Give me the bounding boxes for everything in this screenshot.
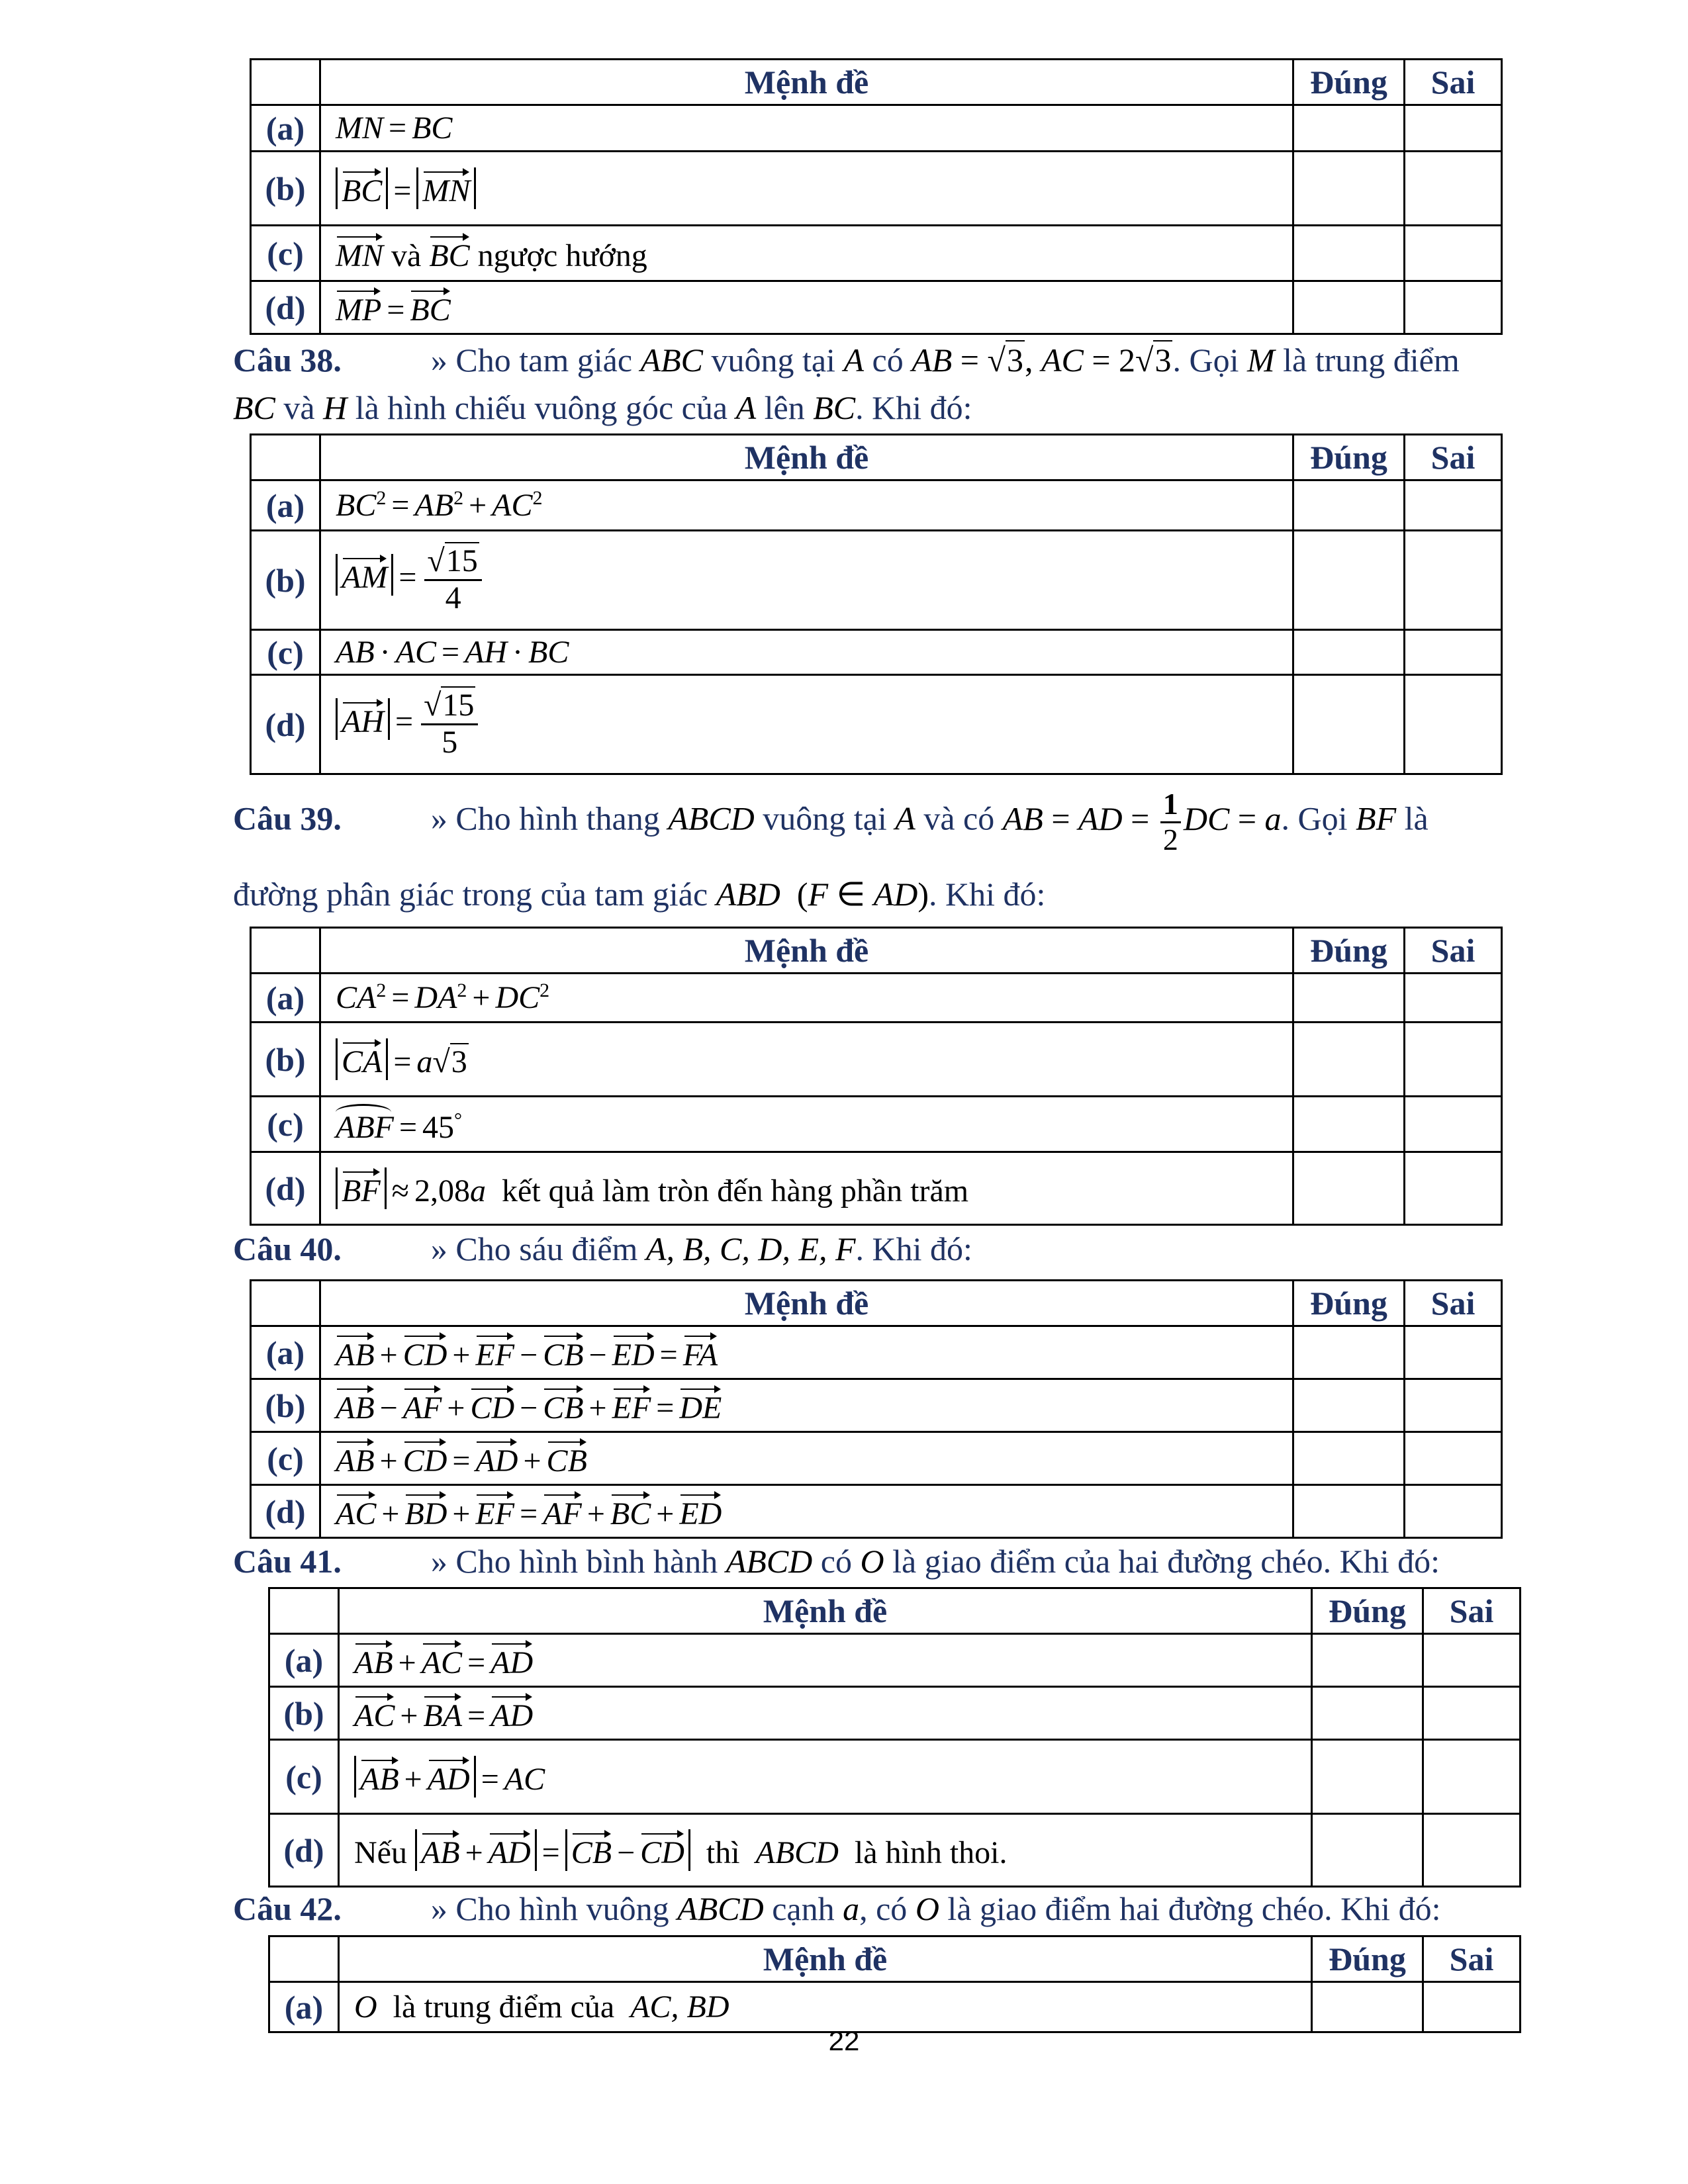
cell-true[interactable] [1293,1023,1405,1097]
text: là giao điểm hai đường chéo. Khi đó: [947,1890,1441,1927]
statement-39a: $CA^2 = DA^2 + DC^2$ [320,974,1293,1023]
text: » Cho hình bình hành [430,1543,718,1580]
row-label: (b) [251,152,320,226]
cell-false[interactable] [1405,1097,1502,1152]
cell-false[interactable] [1423,1687,1521,1740]
cell-false[interactable] [1423,1634,1521,1687]
text: và [391,238,422,273]
statement-39b: CA = a√3 [320,1023,1293,1097]
header-menh-de: Mệnh đề [320,1281,1293,1326]
text: là hình thoi. [854,1835,1008,1870]
row-label: (a) [269,1634,339,1687]
statement-39c: ABF = 45° [320,1097,1293,1152]
text: , có [859,1890,908,1927]
header-dung: Đúng [1293,60,1405,105]
question-42-line1: Câu 42. » Cho hình vuông ABCD cạnh a, có O là giao điểm hai đường chéo. Khi đó: [233,1890,1441,1927]
text: thì [706,1835,740,1870]
statement-37a: MN = BC [320,105,1293,152]
statement-41a: AB + AC = AD [339,1634,1312,1687]
row-label: (d) [251,281,320,334]
cell-false[interactable] [1405,1326,1502,1379]
cell-false[interactable] [1405,1152,1502,1225]
row-label: (c) [251,1097,320,1152]
cell-false[interactable] [1405,974,1502,1023]
header-sai: Sai [1423,1588,1521,1634]
cell-true[interactable] [1293,480,1405,531]
row-label: (b) [251,1379,320,1432]
header-sai: Sai [1405,1281,1502,1326]
header-dung: Đúng [1293,1281,1405,1326]
cell-true[interactable] [1293,630,1405,675]
cell-false[interactable] [1405,281,1502,334]
cell-false[interactable] [1423,1740,1521,1814]
statement-37b: BC = MN [320,152,1293,226]
row-label: (d) [251,1485,320,1538]
table-q37 [250,58,1503,335]
question-39-line2: đường phân giác trong của tam giác ABD (F ∈ AD). Khi đó: [233,876,1046,913]
statement-37c: MN và BC ngược hướng [320,226,1293,281]
header-menh-de: Mệnh đề [320,60,1293,105]
header-empty [251,1281,320,1326]
cell-false[interactable] [1405,1379,1502,1432]
cell-true[interactable] [1293,1152,1405,1225]
table-q38 [250,433,1503,775]
text: ngược hướng [477,238,647,273]
cell-false[interactable] [1405,226,1502,281]
header-menh-de: Mệnh đề [339,1588,1312,1634]
text: . Khi đó: [928,876,1046,913]
text: và có [923,799,995,837]
cell-true[interactable] [1293,974,1405,1023]
row-label: (a) [251,1326,320,1379]
text: cạnh [772,1890,835,1927]
cell-true[interactable] [1293,1485,1405,1538]
text: . Khi đó: [855,1230,972,1267]
header-menh-de: Mệnh đề [339,1936,1312,1982]
statement-41d: Nếu AB + AD = CB − CD thì ABCD là hình thoi. [339,1814,1312,1887]
text: kết quả làm tròn đến hàng phần trăm [501,1173,969,1208]
cell-true[interactable] [1312,1634,1423,1687]
cell-false[interactable] [1405,675,1502,774]
header-dung: Đúng [1312,1936,1423,1982]
question-number: Câu 38. [233,341,342,379]
statement-40c: AB + CD = AD + CB [320,1432,1293,1485]
page-number: 22 [828,2025,860,2056]
row-label: (d) [251,1152,320,1225]
cell-false[interactable] [1423,1814,1521,1887]
statement-40a: AB + CD + EF − CB − ED = FA [320,1326,1293,1379]
cell-true[interactable] [1293,105,1405,152]
cell-true[interactable] [1293,1097,1405,1152]
question-40-line1: Câu 40. » Cho sáu điểm A, B, C, D, E, F. Khi đó: [233,1230,972,1267]
cell-true[interactable] [1293,1326,1405,1379]
text: » Cho hình vuông [430,1890,669,1927]
header-menh-de [251,60,320,105]
statement-40d: AC + BD + EF = AF + BC + ED [320,1485,1293,1538]
header-empty [251,435,320,480]
header-sai: Sai [1405,928,1502,974]
cell-true[interactable] [1293,1432,1405,1485]
text: lên [764,389,805,426]
row-label: (a) [251,105,320,152]
cell-false[interactable] [1405,1485,1502,1538]
cell-false[interactable] [1405,152,1502,226]
cell-true[interactable] [1312,1814,1423,1887]
table-q41 [268,1587,1521,1888]
header-dung: Đúng [1312,1588,1423,1634]
cell-true[interactable] [1312,1740,1423,1814]
cell-true[interactable] [1293,531,1405,630]
question-number: Câu 40. [233,1230,342,1267]
statement-38c: AB · AC = AH · BC [320,630,1293,675]
header-dung: Đúng [1293,928,1405,974]
cell-false[interactable] [1405,630,1502,675]
text: là trung điểm [1283,341,1460,379]
header-sai: Sai [1405,435,1502,480]
cell-false[interactable] [1405,1432,1502,1485]
row-label: (c) [251,630,320,675]
cell-true[interactable] [1312,1687,1423,1740]
question-39-line1: Câu 39. » Cho hình thang ABCD vuông tại A và có AB = AD = $\frac{1}{2}$ DC = a. Gọi BF là [233,787,1429,856]
text: vuông tại [711,341,835,379]
row-label: (a) [251,974,320,1023]
cell-true[interactable] [1293,675,1405,774]
row-label: (c) [251,226,320,281]
row-label: (d) [251,675,320,774]
table-q40 [250,1279,1503,1539]
header-empty [251,928,320,974]
text: . Khi đó: [855,389,972,426]
text: là giao điểm của hai đường chéo. Khi đó: [892,1543,1440,1580]
text: » Cho hình thang [430,799,660,837]
cell-false[interactable] [1405,531,1502,630]
header-empty [269,1936,339,1982]
header-sai: Sai [1405,60,1502,105]
header-menh-de: Mệnh đề [320,435,1293,480]
text: . Gọi [1172,341,1239,379]
statement-42a: O là trung điểm của AC, BD [339,1982,1312,2032]
row-label: (b) [251,531,320,630]
statement-38a: $BC^2 = AB^2 + AC^2$ [320,480,1293,531]
table-q42 [268,1935,1521,2033]
cell-true[interactable] [1293,226,1405,281]
cell-false[interactable] [1405,105,1502,152]
row-label: (b) [251,1023,320,1097]
statement-40b: AB − AF + CD − CB + EF = DE [320,1379,1293,1432]
row-label: (a) [251,480,320,531]
question-38-line2: BC và H là hình chiếu vuông góc của A lên BC. Khi đó: [233,389,972,426]
cell-true[interactable] [1293,152,1405,226]
cell-true[interactable] [1293,1379,1405,1432]
text: là trung điểm của [393,1989,615,2025]
header-empty [269,1588,339,1634]
statement-41b: AC + BA = AD [339,1687,1312,1740]
statement-41c: AB + AD = AC [339,1740,1312,1814]
text: là [1404,799,1429,837]
question-38-line1: Câu 38. » Cho tam giác ABC vuông tại A có AB = √3, AC = 2√3. Gọi M là trung điểm [233,341,1460,379]
header-sai: Sai [1423,1936,1521,1982]
text: và [283,389,315,426]
row-label: (d) [269,1814,339,1887]
table-q39 [250,927,1503,1226]
row-label: (b) [269,1687,339,1740]
text: vuông tại [763,799,887,837]
question-number: Câu 39. [233,799,342,837]
cell-false[interactable] [1405,480,1502,531]
row-label: (c) [251,1432,320,1485]
question-number: Câu 41. [233,1543,342,1580]
statement-39d: BF ≈ 2,08a kết quả làm tròn đến hàng phần trăm [320,1152,1293,1225]
text: . Gọi [1281,799,1348,837]
row-label: (c) [269,1740,339,1814]
text: đường phân giác trong của tam giác [233,876,708,913]
question-number: Câu 42. [233,1890,342,1927]
header-menh-de: Mệnh đề [320,928,1293,974]
text: Nếu [354,1835,407,1870]
statement-37d: MP = BC [320,281,1293,334]
row-label: (a) [269,1982,339,2032]
text: có [820,1543,852,1580]
text: có [872,341,904,379]
text: là hình chiếu vuông góc của [355,389,728,426]
text: » Cho tam giác [430,341,633,379]
cell-true[interactable] [1293,281,1405,334]
statement-38d: AH = $\frac{√15}{5}$ [320,675,1293,774]
text: » Cho sáu điểm [430,1230,638,1267]
cell-false[interactable] [1405,1023,1502,1097]
question-41-line1: Câu 41. » Cho hình bình hành ABCD có O là giao điểm của hai đường chéo. Khi đó: [233,1543,1440,1580]
header-dung: Đúng [1293,435,1405,480]
statement-38b: AM = $\frac{√15}{4}$ [320,531,1293,630]
